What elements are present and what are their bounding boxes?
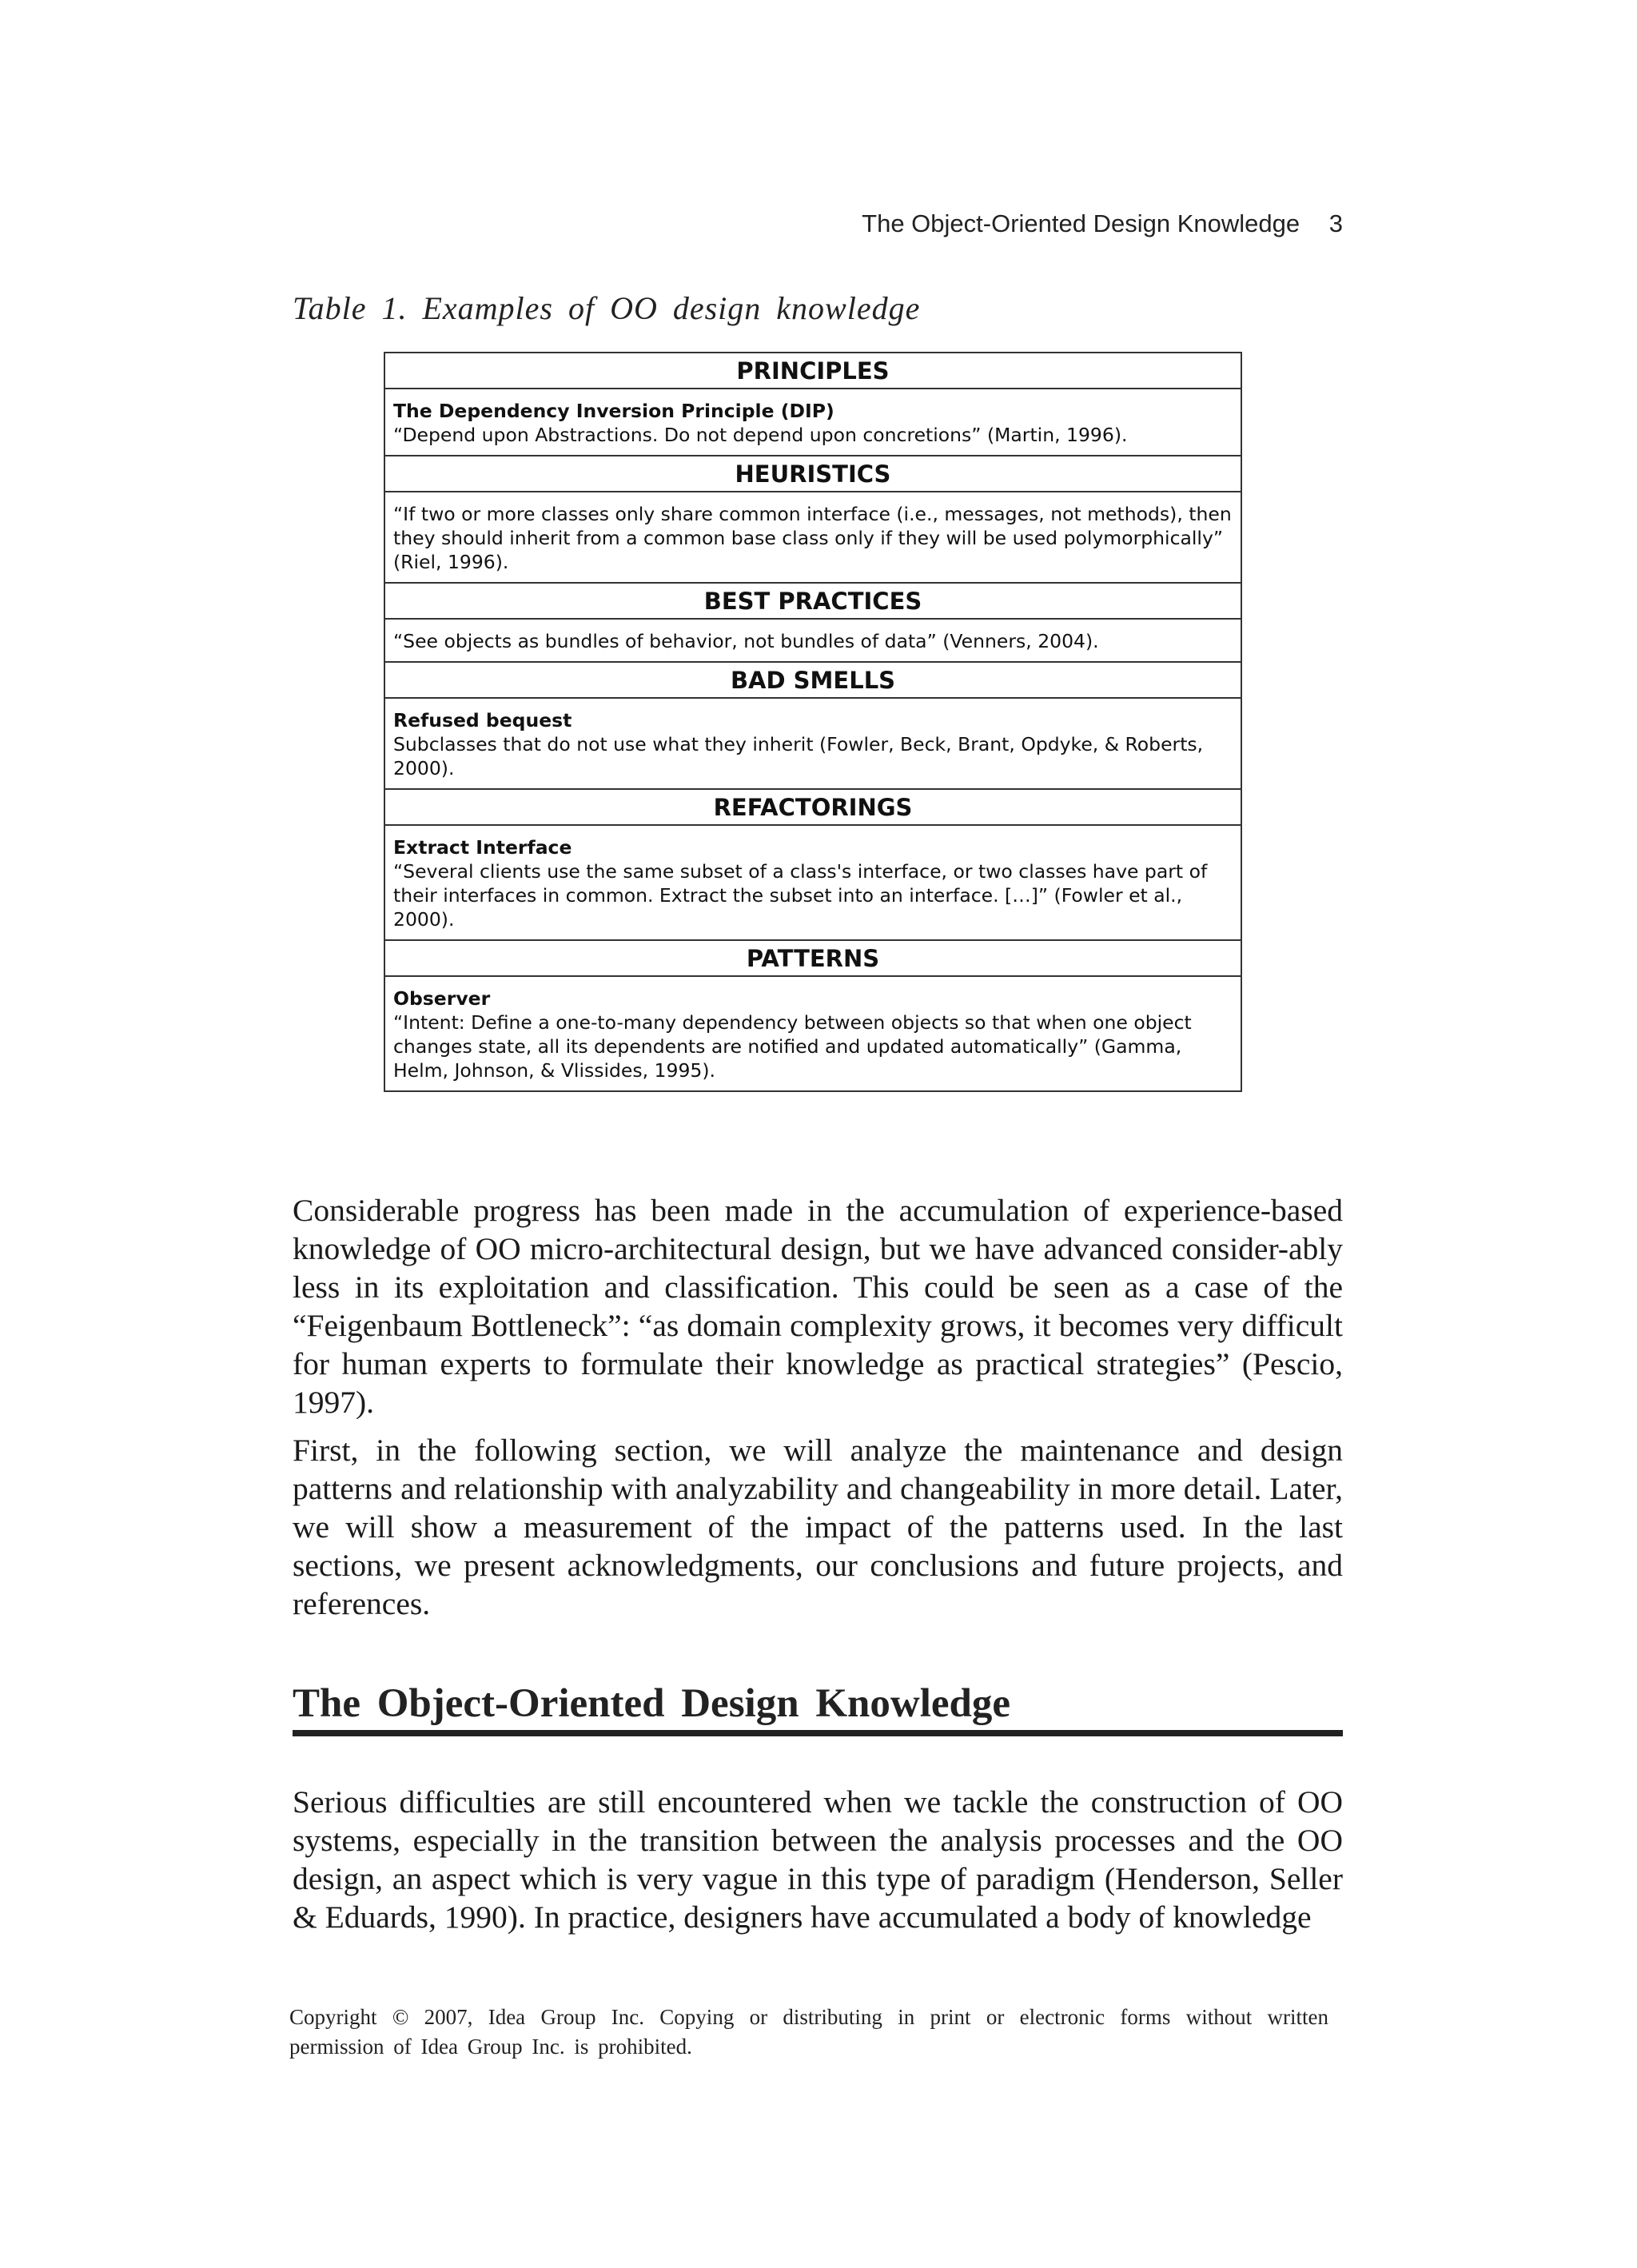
entry-text: “Intent: Define a one-to-many dependency between objects so that when one object changes state, all its dependents are notified and updated automatically” (Gamma, Helm, Johnson, & Vlissides, 1995).	[393, 1011, 1192, 1082]
table-row	[384, 698, 1241, 789]
entry-title: The Dependency Inversion Principle (DIP)	[393, 400, 834, 422]
running-header	[288, 209, 1343, 238]
section-body-best-practices	[384, 619, 1241, 662]
section-heading-best-practices: BEST PRACTICES	[384, 583, 1241, 619]
table-caption: Table 1. Examples of OO design knowledge	[293, 290, 921, 326]
table-row	[384, 389, 1241, 456]
entry-title: Refused bequest	[393, 709, 572, 731]
page-number: 3	[1328, 209, 1343, 237]
table-row	[384, 619, 1241, 662]
entry-text: “Depend upon Abstractions. Do not depend upon concretions” (Martin, 1996).	[393, 424, 1128, 446]
paragraph: Considerable progress has been made in the accumulation of experience-based knowledge of OO micro-architectural design, but we have advanced consider-ably less in its exploitation and classification. This could be seen as a case of the “Feigenbaum Bottleneck”: “as domain complexity grows, it becomes very difficult for human experts to formulate their knowledge as practical strategies” (Pescio, 1997).	[293, 1193, 1343, 1420]
section-heading: The Object-Oriented Design Knowledge	[293, 1680, 1343, 1736]
design-knowledge-table	[384, 352, 1242, 1092]
section-heading-principles: PRINCIPLES	[384, 353, 1241, 389]
section-body-heuristics	[384, 492, 1241, 583]
table-row	[384, 353, 1241, 389]
running-title: The Object-Oriented Design Knowledge	[862, 209, 1300, 237]
table-row	[384, 492, 1241, 583]
section-text-block	[293, 1783, 1343, 1946]
section-body-refactorings	[384, 825, 1241, 940]
intro-text-block	[293, 1191, 1343, 1632]
table-row	[384, 789, 1241, 825]
table-row	[384, 456, 1241, 492]
entry-title: Extract Interface	[393, 836, 572, 859]
copyright-notice: Copyright © 2007, Idea Group Inc. Copying or distributing in print or electronic forms without written permission of Idea Group Inc. is prohibited.	[289, 2005, 1328, 2059]
table-row	[384, 583, 1241, 619]
entry-text: “If two or more classes only share common interface (i.e., messages, not methods), then they should inherit from a common base class only if they will be used polymorphically” (Riel, 1996).	[393, 503, 1232, 573]
entry-text: “See objects as bundles of behavior, not bundles of data” (Venners, 2004).	[393, 630, 1099, 652]
section-heading-heuristics: HEURISTICS	[384, 456, 1241, 492]
section-body-principles	[384, 389, 1241, 456]
table-row	[384, 662, 1241, 698]
table-row	[384, 940, 1241, 976]
table-row	[384, 976, 1241, 1091]
table-row	[384, 825, 1241, 940]
section-heading-bad-smells: BAD SMELLS	[384, 662, 1241, 698]
entry-title: Observer	[393, 987, 491, 1010]
entry-text: “Several clients use the same subset of a class's interface, or two classes have part of their interfaces in common. Extract the subset into an interface. […]” (Fowler et al., 2000).	[393, 860, 1208, 931]
paragraph: First, in the following section, we will analyze the maintenance and design patterns and relationship with analyzability and changeability in more detail. Later, we will show a measurement of the impact of the patterns used. In the last sections, we present acknowledgments, our conclusions and future projects, and references.	[293, 1433, 1343, 1621]
entry-text: Subclasses that do not use what they inherit (Fowler, Beck, Brant, Opdyke, & Roberts, 2000).	[393, 733, 1204, 779]
section-body-bad-smells	[384, 698, 1241, 789]
paragraph: Serious difficulties are still encountered when we tackle the construction of OO systems, especially in the transition between the analysis processes and the OO design, an aspect which is very vague in this type of paradigm (Henderson, Seller & Eduards, 1990). In practice, designers have accumulated a body of knowledge	[293, 1784, 1343, 1935]
section-body-patterns	[384, 976, 1241, 1091]
section-heading-refactorings: REFACTORINGS	[384, 789, 1241, 825]
section-heading-patterns: PATTERNS	[384, 940, 1241, 976]
